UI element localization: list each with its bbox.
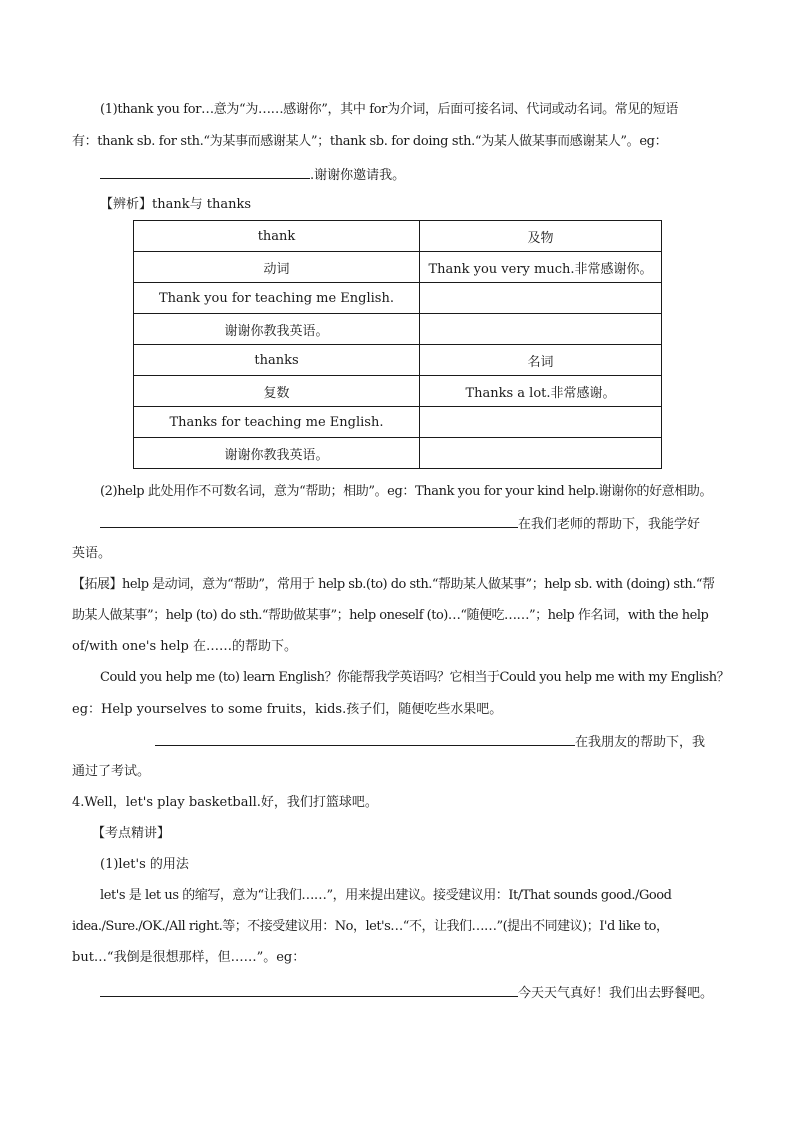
p4-line2: idea./Sure./OK./All right.等；不接受建议用：No，let's…“不，让我们……”(提出不同建议)；I'd like to， [72, 919, 669, 934]
p4-line1: let's 是 let us 的缩写，意为“让我们……”，用来提出建议。接受建议用：It/That sounds good./Good [100, 888, 672, 903]
table-cell: Thanks for teaching me English. [134, 407, 420, 438]
table-row [134, 407, 662, 438]
table-cell: Thank you for teaching me English. [134, 283, 420, 314]
table-cell: 谢谢你教我英语。 [134, 438, 420, 469]
table-cell [420, 314, 662, 345]
p1-example-text: .谢谢你邀请我。 [310, 168, 406, 183]
p2-example-text: 在我们老师的帮助下，我能学好 [518, 517, 701, 532]
p4-example-text: 今天天气真好！我们出去野餐吧。 [518, 986, 714, 1001]
answer-blank[interactable] [100, 982, 518, 997]
table-cell: 及物 [420, 221, 662, 252]
p3-example-cont: 通过了考试。 [72, 764, 151, 779]
answer-blank[interactable] [100, 513, 518, 528]
p2-example-cont: 英语。 [72, 546, 112, 561]
table-cell: thank [134, 221, 420, 252]
p1-line2: 有：thank sb. for sth.“为某事而感谢某人”；thank sb. for doing sth.“为某人做某事而感谢某人”。eg： [72, 134, 668, 149]
table-cell [420, 407, 662, 438]
table-row [134, 376, 662, 407]
tuozhan-line2: 助某人做某事”；help (to) do sth.“帮助做某事”；help oneself (to)…“随便吃……”；help 作名词，with the help [72, 608, 709, 623]
table-cell [420, 438, 662, 469]
table-cell: thanks [134, 345, 420, 376]
table-cell: 复数 [134, 376, 420, 407]
p4-line3: but…“我倒是很想那样，但……”。eg： [72, 950, 306, 965]
p1-example [100, 164, 405, 186]
p3-line2: eg：Help yourselves to some fruits，kids.孩子们，随便吃些水果吧。 [72, 702, 503, 717]
tuozhan-line3: of/with one's help 在……的帮助下。 [72, 639, 297, 654]
p2-line1: (2)help 此处用作不可数名词，意为“帮助；相助”。eg：Thank you for your kind help.谢谢你的好意相助。 [100, 484, 713, 499]
lets-subheading: (1)let's 的用法 [100, 857, 189, 872]
table-row [134, 438, 662, 469]
table-row [134, 252, 662, 283]
table-cell: Thank you very much.非常感谢你。 [420, 252, 662, 283]
table-cell: 谢谢你教我英语。 [134, 314, 420, 345]
kaodian-heading: 【考点精讲】 [92, 826, 171, 841]
table-cell: 名词 [420, 345, 662, 376]
bianxi-heading: 【辨析】thank与 thanks [100, 197, 251, 212]
p3-example [155, 731, 705, 753]
table-cell: Thanks a lot.非常感谢。 [420, 376, 662, 407]
table-row [134, 283, 662, 314]
table-cell: 动词 [134, 252, 420, 283]
answer-blank[interactable] [100, 164, 310, 179]
section4-heading: 4.Well，let's play basketball.好，我们打篮球吧。 [72, 795, 378, 810]
table-row [134, 221, 662, 252]
p3-example-text: 在我朋友的帮助下，我 [575, 735, 706, 750]
p1-line1: (1)thank you for…意为“为……感谢你”，其中 for为介词，后面可接名词、代词或动名词。常见的短语 [100, 102, 679, 117]
answer-blank[interactable] [155, 731, 575, 746]
p3-line1: Could you help me (to) learn English？你能帮我学英语吗？它相当于Could you help me with my English？ [100, 670, 730, 685]
table-row [134, 314, 662, 345]
tuozhan-line1: 【拓展】help 是动词，意为“帮助”，常用于 help sb.(to) do sth.“帮助某人做某事”；help sb. with (doing) sth.“帮 [72, 577, 715, 592]
p4-example [100, 982, 713, 1004]
table-cell [420, 283, 662, 314]
comparison-table [133, 220, 662, 469]
table-row [134, 345, 662, 376]
p2-example [100, 513, 700, 535]
